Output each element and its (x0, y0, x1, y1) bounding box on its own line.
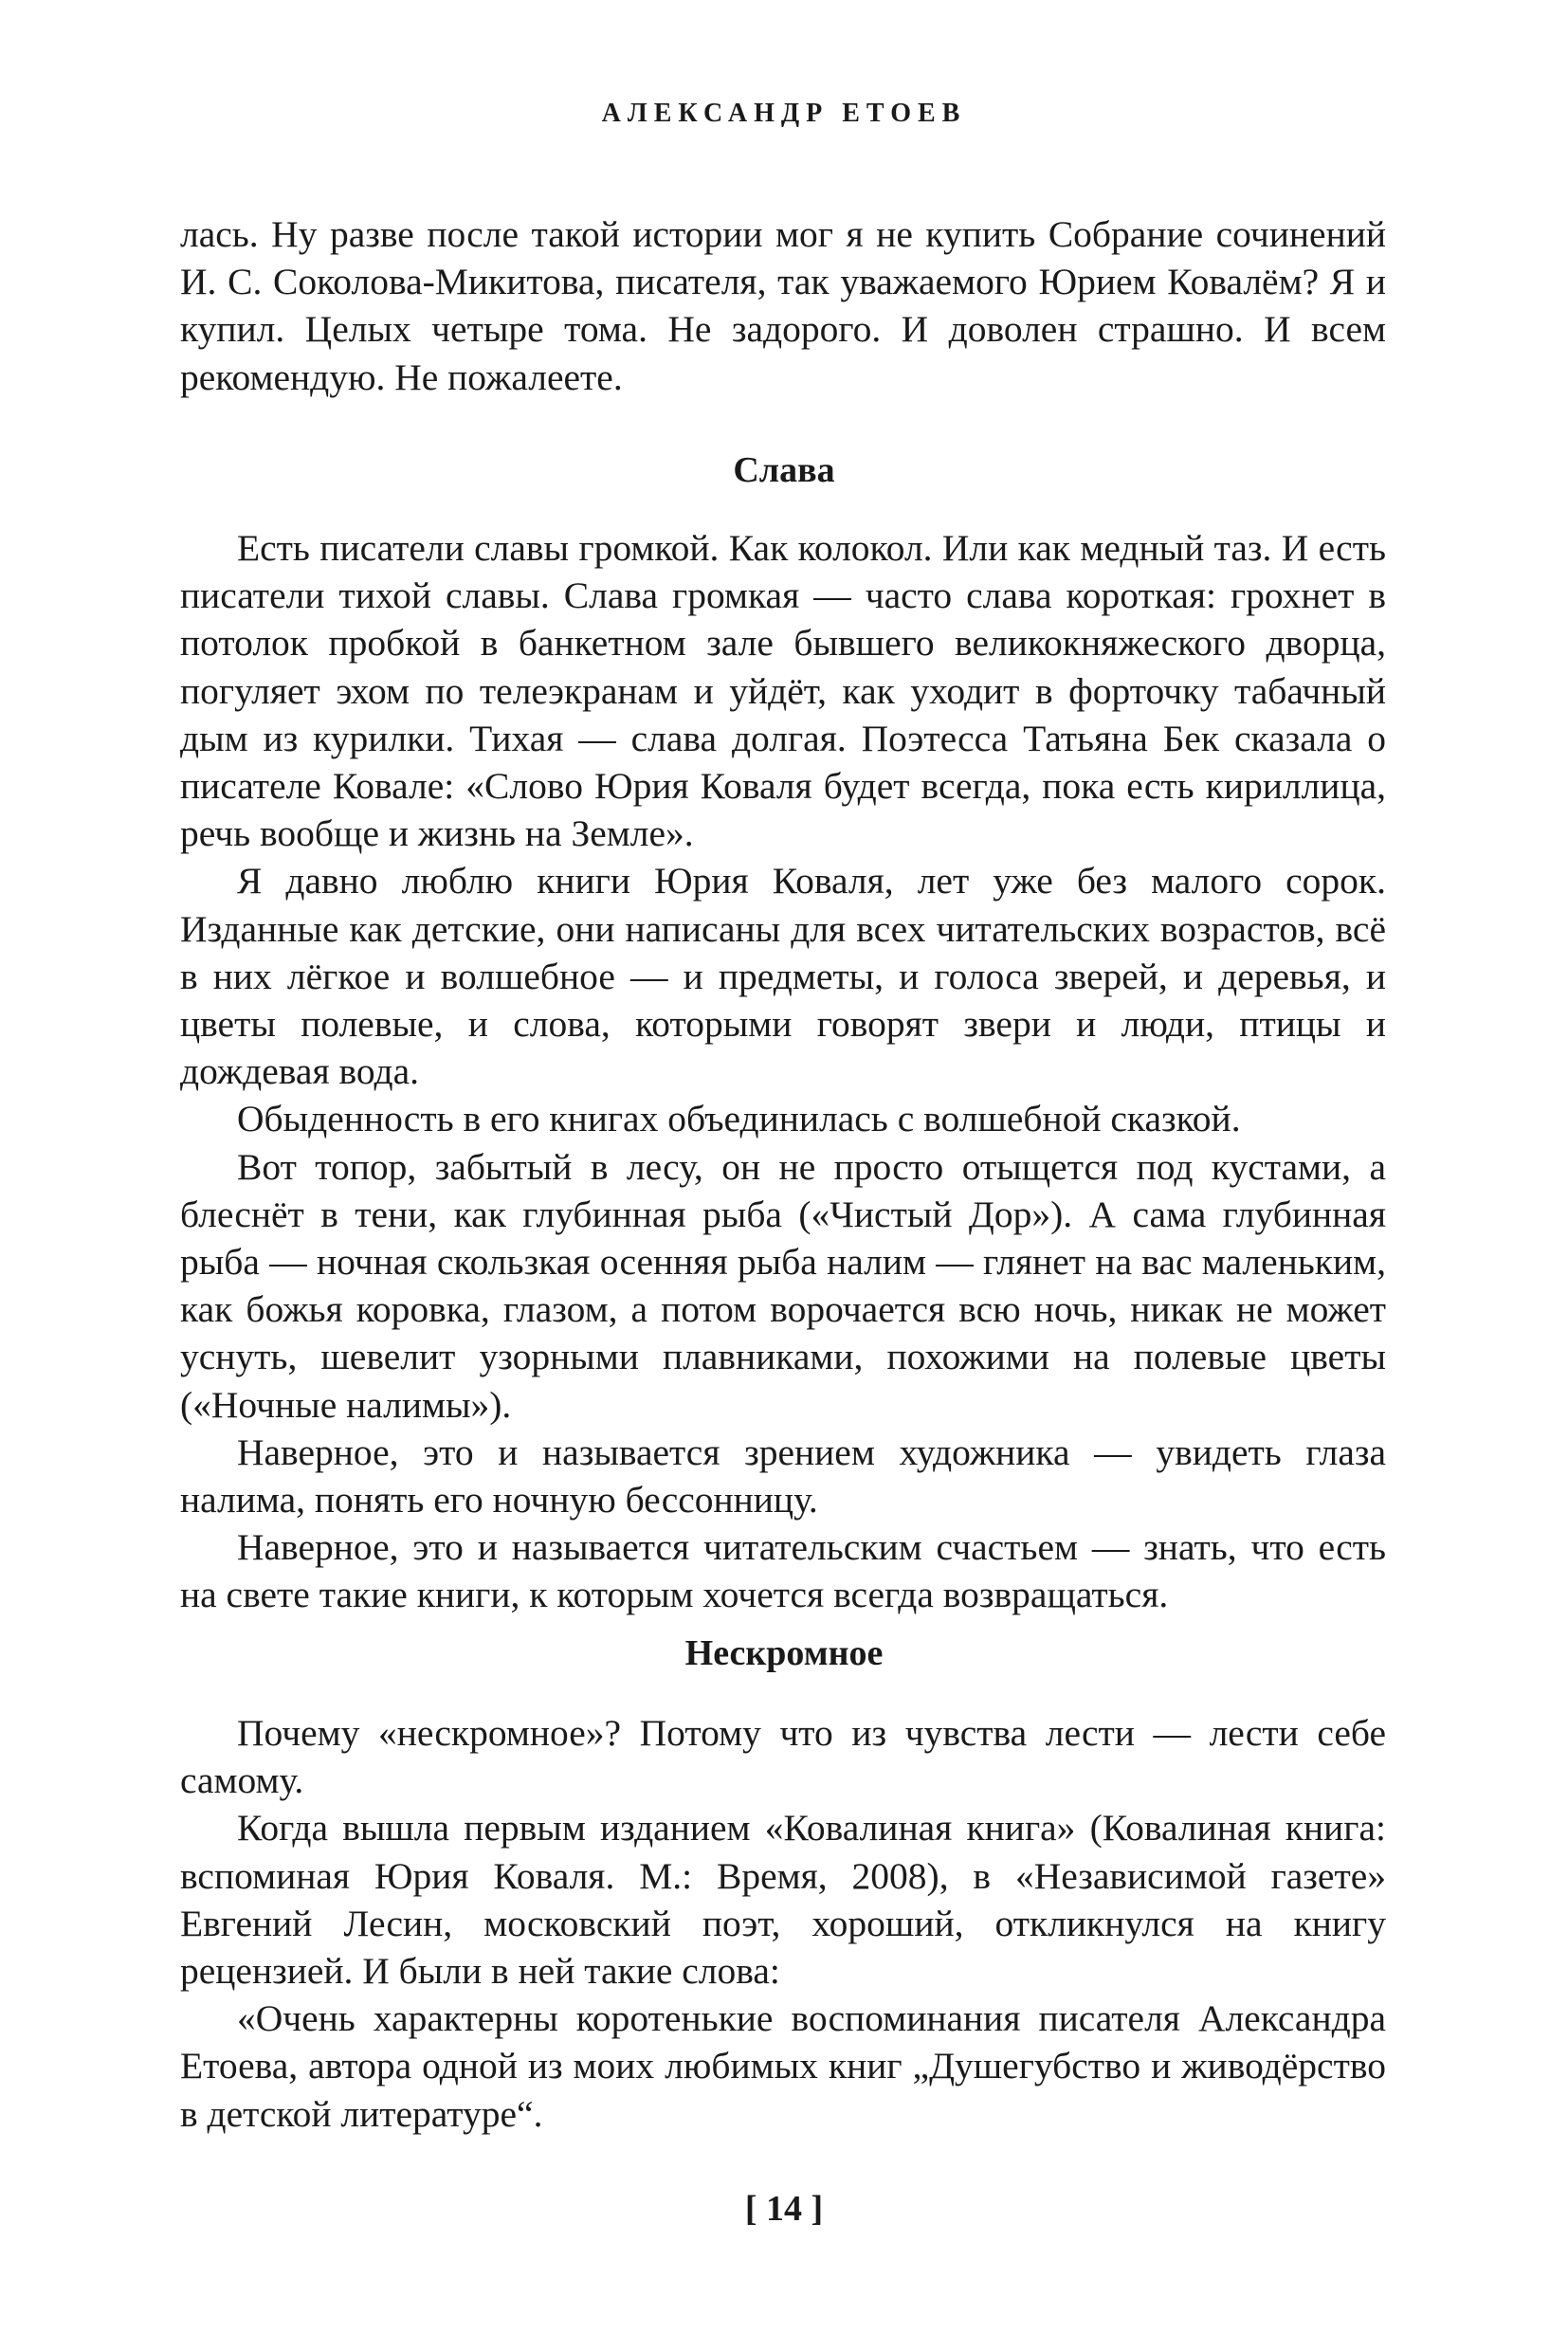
intro-text (180, 210, 1386, 401)
page-number: [ 14 ] (744, 2189, 824, 2229)
paragraph: Вот топор, забытый в лесу, он не просто отыщется под кустами, а блеснёт в тени, как глубинная рыба («Чистый Дор»). А сама глубинная рыба — ночная скользкая осенняя рыба налим — глянет на вас маленьким, как божья коровка, глазом, а потом ворочается всю ночь, никак не может уснуть, шевелит узорными плавниками, похожими на полевые цветы («Ночные налимы»). (180, 1145, 1386, 1426)
paragraph: «Очень характерны коротенькие воспоминания писателя Александра Етоева, автора одной из моих любимых книг „Душегубство и живодёрство в детской литературе“. (180, 1997, 1386, 2135)
paragraph: Почему «нескромное»? Потому что из чувства лести — лести себе самому. (180, 1712, 1386, 1802)
paragraph: Наверное, это и называется читательским счастьем — знать, что есть на свете такие книги, к которым хочется всегда возвращаться. (180, 1526, 1386, 1616)
paragraph: Есть писатели славы громкой. Как колокол. Или как медный таз. И есть писатели тихой славы. Слава громкая — часто слава короткая: грохнет в потолок пробкой в банкетном зале бывшего великокняжеского дворца, погуляет эхом по телеэкранам и уйдёт, как уходит в форточку табачный дым из курилки. Тихая — слава долгая. Поэтесса Татьяна Бек сказала о писателе Ковале: «Слово Юрия Коваля будет всегда, пока есть кириллица, речь вообще и жизнь на Земле». (180, 527, 1386, 855)
paragraph: Наверное, это и называется зрением художника — увидеть глаза налима, понять его ночную бессонницу. (180, 1431, 1386, 1522)
section-slava-body (180, 524, 1386, 1619)
section-heading-neskromnoe: Нескромное (684, 1633, 884, 1673)
section-heading-slava: Слава (733, 450, 835, 490)
running-head-author: АЛЕКСАНДР ЕТОЕВ (601, 99, 967, 128)
paragraph: Я давно люблю книги Юрия Коваля, лет уже без малого сорок. Изданные как детские, они написаны для всех читательских возрастов, всё в них лёгкое и волшебное — и предметы, и голоса зверей, и деревья, и цветы полевые, и слова, которыми говорят звери и люди, птицы и дождевая вода. (180, 860, 1386, 1093)
intro-paragraph: лась. Ну разве после такой истории мог я не купить Собрание сочинений И. С. Соколова-Микитова, писателя, так уважаемого Юрием Ковалём? Я и купил. Целых четыре тома. Не задорого. И доволен страшно. И всем рекомендую. Не пожалеете. (180, 213, 1386, 398)
paragraph: Обыденность в его книгах объединилась с волшебной сказкой. (237, 1098, 1241, 1140)
section-neskromnoe-body (180, 1709, 1386, 2138)
paragraph: Когда вышла первым изданием «Ковалиная книга» (Ковалиная книга: вспоминая Юрия Коваля. М.: Время, 2008), в «Независимой газете» Евгений Лесин, московский поэт, хороший, откликнулся на книгу рецензией. И были в ней такие слова: (180, 1807, 1386, 1993)
